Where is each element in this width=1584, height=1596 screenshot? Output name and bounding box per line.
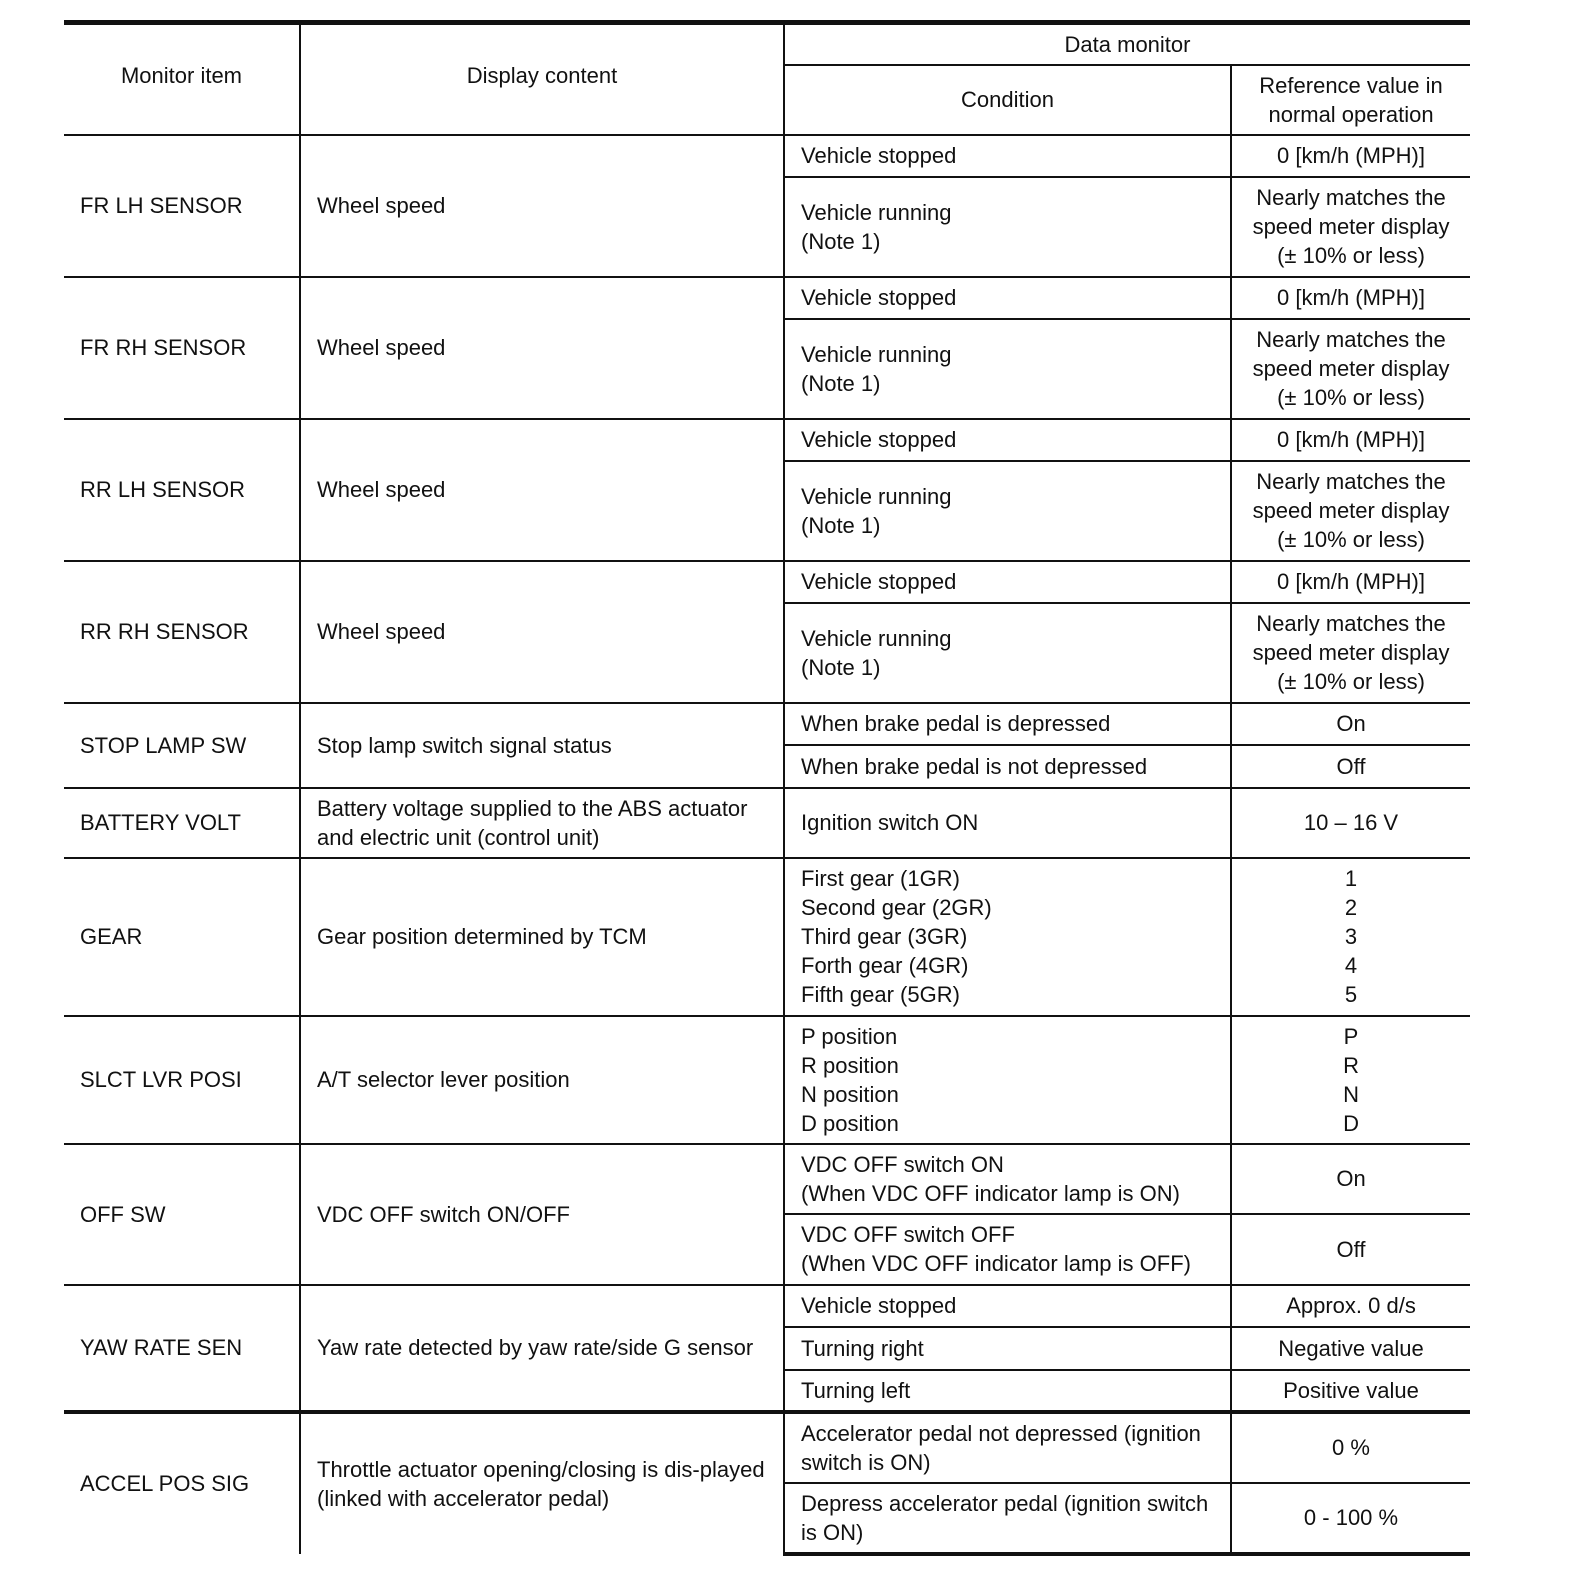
header-monitor-item: Monitor item: [64, 23, 300, 135]
reference-value-line: 0 [km/h (MPH)]: [1277, 285, 1425, 310]
reference-value-cell: [1231, 1016, 1470, 1144]
display-content-cell: Battery voltage supplied to the ABS actuator and electric unit (control unit): [300, 788, 784, 858]
condition-line: Turning left: [801, 1377, 911, 1403]
reference-value-line: 0 [km/h (MPH)]: [1277, 143, 1425, 168]
condition-line: (Note 1): [801, 654, 881, 680]
monitor-item-cell: YAW RATE SEN: [64, 1285, 300, 1412]
condition-line: VDC OFF switch OFF: [801, 1222, 1015, 1247]
condition-line: Vehicle running: [801, 199, 952, 225]
condition-line: First gear (1GR): [801, 866, 960, 891]
reference-value-cell: [1231, 1370, 1470, 1412]
reference-value-cell: [1231, 1327, 1470, 1370]
display-content-cell: Wheel speed: [300, 277, 784, 419]
display-content-cell: Gear position determined by TCM: [300, 858, 784, 1016]
display-content-cell: Throttle actuator opening/closing is dis-played (linked with accelerator pedal): [300, 1412, 784, 1554]
reference-value-cell: [1231, 745, 1470, 788]
display-content-cell: Stop lamp switch signal status: [300, 703, 784, 788]
condition-line: Vehicle stopped: [801, 143, 957, 168]
table-row: [64, 277, 1470, 319]
monitor-item-cell: STOP LAMP SW: [64, 703, 300, 788]
display-content-cell: Wheel speed: [300, 561, 784, 703]
condition-line: Fifth gear (5GR): [801, 982, 960, 1007]
condition-cell: [784, 177, 1231, 277]
condition-line: Third gear (3GR): [801, 924, 968, 949]
table-row: [64, 788, 1470, 858]
reference-value-cell: [1231, 1144, 1470, 1214]
table-row: [64, 135, 1470, 177]
reference-value-line: 5: [1344, 982, 1358, 1007]
reference-value-cell: [1231, 858, 1470, 1016]
reference-value-cell: [1231, 177, 1470, 277]
condition-cell: [784, 1327, 1231, 1370]
reference-value-line: (± 10% or less): [1277, 527, 1425, 552]
reference-value-line: speed meter display: [1252, 498, 1450, 523]
reference-value-line: Negative value: [1278, 1335, 1424, 1361]
reference-value-line: 10 – 16 V: [1303, 810, 1399, 835]
display-content-cell: Yaw rate detected by yaw rate/side G sensor: [300, 1285, 784, 1412]
reference-value-line: speed meter display: [1252, 640, 1450, 665]
condition-line: When brake pedal is depressed: [801, 711, 1111, 736]
condition-line: When brake pedal is not depressed: [801, 753, 1148, 779]
reference-value-line: R: [1343, 1052, 1359, 1078]
header-display-content: Display content: [300, 23, 784, 135]
condition-cell: [784, 1016, 1231, 1144]
display-content-cell: Wheel speed: [300, 419, 784, 561]
reference-value-line: Nearly matches the: [1256, 469, 1446, 494]
reference-value-line: Positive value: [1283, 1377, 1419, 1403]
reference-value-cell: [1231, 1483, 1470, 1554]
monitor-item-cell: OFF SW: [64, 1144, 300, 1285]
header-condition: Condition: [784, 65, 1231, 135]
reference-value-line: (± 10% or less): [1277, 669, 1425, 694]
reference-value-cell: [1231, 135, 1470, 177]
monitor-item-cell: RR LH SENSOR: [64, 419, 300, 561]
reference-value-cell: [1231, 561, 1470, 603]
condition-line: Forth gear (4GR): [801, 953, 969, 978]
monitor-item-cell: RR RH SENSOR: [64, 561, 300, 703]
reference-value-cell: [1231, 419, 1470, 461]
condition-cell: [784, 745, 1231, 788]
reference-value-line: (± 10% or less): [1277, 385, 1425, 410]
condition-line: VDC OFF switch ON: [801, 1151, 1004, 1177]
display-content-cell: A/T selector lever position: [300, 1016, 784, 1144]
reference-value-line: 0 [km/h (MPH)]: [1277, 427, 1425, 452]
table-body: [64, 135, 1470, 1554]
condition-line: Vehicle stopped: [801, 427, 957, 452]
reference-value-line: 2: [1344, 895, 1358, 920]
condition-line: Vehicle stopped: [801, 1293, 957, 1318]
condition-cell: [784, 461, 1231, 561]
monitor-item-cell: GEAR: [64, 858, 300, 1016]
reference-value-line: Nearly matches the: [1256, 611, 1446, 636]
reference-value-line: speed meter display: [1252, 356, 1450, 381]
display-content-cell: VDC OFF switch ON/OFF: [300, 1144, 784, 1285]
reference-value-cell: [1231, 1285, 1470, 1327]
reference-value-cell: [1231, 788, 1470, 858]
reference-value-cell: [1231, 1412, 1470, 1483]
condition-line: (Note 1): [801, 512, 881, 538]
condition-line: D position: [801, 1110, 899, 1136]
condition-line: Vehicle running: [801, 341, 952, 367]
data-monitor-table: [64, 20, 1470, 1556]
condition-line: Vehicle running: [801, 483, 952, 509]
condition-line: (When VDC OFF indicator lamp is OFF): [801, 1251, 1191, 1276]
condition-line: Ignition switch ON: [801, 810, 979, 835]
reference-value-line: On: [1336, 1166, 1366, 1191]
table-row: [64, 561, 1470, 603]
reference-value-cell: [1231, 603, 1470, 703]
reference-value-line: (± 10% or less): [1277, 243, 1425, 268]
condition-cell: [784, 1412, 1231, 1483]
reference-value-line: 0 - 100 %: [1303, 1505, 1399, 1530]
condition-cell: [784, 1285, 1231, 1327]
reference-value-line: Nearly matches the: [1256, 185, 1446, 210]
table-row: [64, 419, 1470, 461]
condition-line: (Note 1): [801, 228, 881, 254]
table-row: [64, 1016, 1470, 1144]
condition-line: Vehicle stopped: [801, 285, 957, 310]
condition-cell: [784, 561, 1231, 603]
data-monitor-document: [64, 20, 1470, 1556]
reference-value-line: Off: [1336, 1236, 1366, 1262]
reference-value-cell: [1231, 277, 1470, 319]
reference-value-line: N: [1343, 1081, 1359, 1107]
table-row: [64, 703, 1470, 745]
reference-value-cell: [1231, 1214, 1470, 1285]
condition-line: (Note 1): [801, 370, 881, 396]
reference-value-cell: [1231, 319, 1470, 419]
reference-value-line: Off: [1336, 753, 1366, 779]
condition-line: Accelerator pedal not depressed (ignition switch is ON): [801, 1420, 1201, 1475]
condition-line: Depress accelerator pedal (ignition switch is ON): [801, 1490, 1209, 1545]
reference-value-line: 4: [1344, 953, 1358, 978]
condition-cell: [784, 1144, 1231, 1214]
table-row: [64, 858, 1470, 1016]
reference-value-line: P: [1343, 1023, 1359, 1049]
condition-cell: [784, 135, 1231, 177]
reference-value-line: 0 %: [1332, 1435, 1370, 1460]
reference-value-line: 1: [1344, 866, 1358, 891]
condition-line: (When VDC OFF indicator lamp is ON): [801, 1180, 1180, 1206]
table-row: [64, 1285, 1470, 1327]
condition-line: R position: [801, 1052, 899, 1078]
table-row: [64, 1144, 1470, 1214]
reference-value-line: 3: [1344, 924, 1358, 949]
reference-value-line: Approx. 0 d/s: [1286, 1293, 1416, 1318]
monitor-item-cell: SLCT LVR POSI: [64, 1016, 300, 1144]
condition-cell: [784, 788, 1231, 858]
condition-cell: [784, 703, 1231, 745]
condition-line: N position: [801, 1081, 899, 1107]
condition-cell: [784, 603, 1231, 703]
reference-value-line: D: [1343, 1110, 1359, 1136]
display-content-cell: Wheel speed: [300, 135, 784, 277]
condition-cell: [784, 419, 1231, 461]
header-data-monitor: Data monitor: [784, 23, 1470, 65]
monitor-item-cell: FR RH SENSOR: [64, 277, 300, 419]
monitor-item-cell: FR LH SENSOR: [64, 135, 300, 277]
condition-line: Vehicle running: [801, 625, 952, 651]
condition-cell: [784, 1370, 1231, 1412]
condition-line: Second gear (2GR): [801, 895, 992, 920]
monitor-item-cell: BATTERY VOLT: [64, 788, 300, 858]
reference-value-line: Nearly matches the: [1256, 327, 1446, 352]
reference-value-line: 0 [km/h (MPH)]: [1277, 569, 1425, 594]
condition-cell: [784, 1214, 1231, 1285]
condition-cell: [784, 858, 1231, 1016]
table-row: [64, 1412, 1470, 1483]
reference-value-line: On: [1336, 711, 1366, 736]
reference-value-line: speed meter display: [1252, 214, 1450, 239]
condition-line: Vehicle stopped: [801, 569, 957, 594]
reference-value-cell: [1231, 703, 1470, 745]
reference-value-cell: [1231, 461, 1470, 561]
condition-line: P position: [801, 1023, 898, 1049]
header-reference-value: Reference value in normal operation: [1231, 65, 1470, 135]
condition-cell: [784, 319, 1231, 419]
monitor-item-cell: ACCEL POS SIG: [64, 1412, 300, 1554]
condition-cell: [784, 277, 1231, 319]
condition-line: Turning right: [801, 1335, 924, 1361]
condition-cell: [784, 1483, 1231, 1554]
